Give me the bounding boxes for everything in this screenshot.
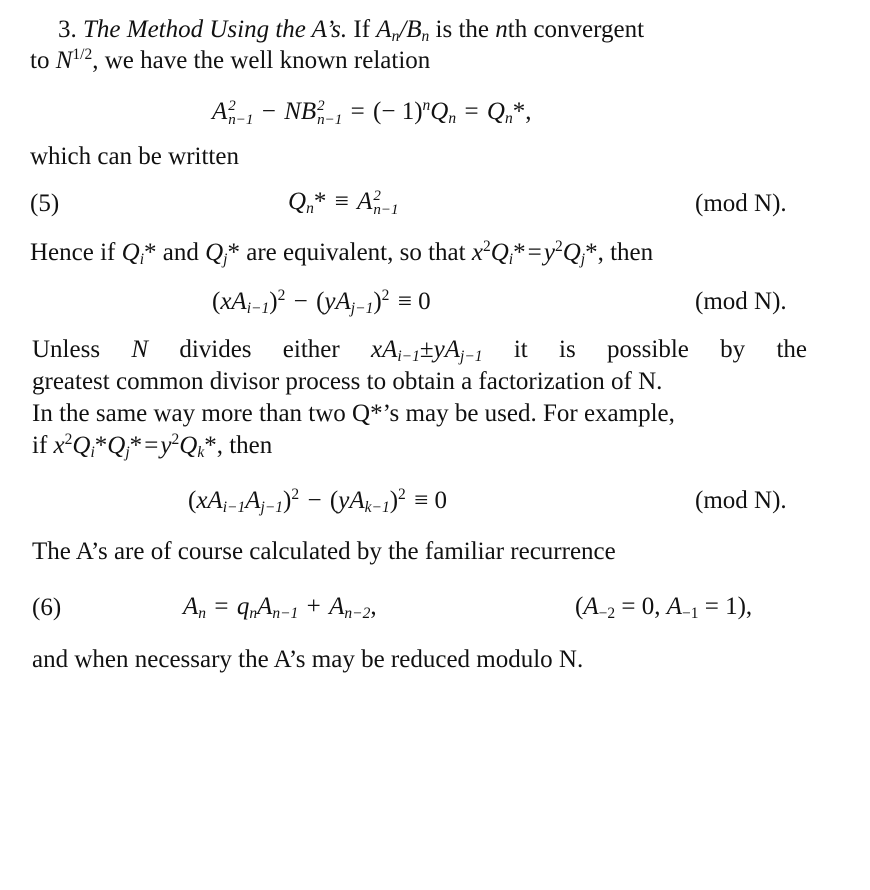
equation-display: $Q_n*$ ≡ A 2 n−1 bbox=[288, 188, 399, 219]
equation-condition: ($A_{-2} = 0$, $A_{-1} = 1$), bbox=[575, 593, 753, 623]
math-inline: $A_n/B_n$ bbox=[376, 16, 430, 46]
equation-label: (5) bbox=[30, 190, 60, 217]
equation-mod: (mod N). bbox=[695, 288, 787, 315]
section-title: The Method Using the A’s. bbox=[83, 16, 348, 43]
math-inline: n bbox=[495, 16, 508, 43]
text-fragment: Hence if bbox=[30, 239, 116, 266]
equation-display: $(xA_{i-1}A_{j-1})^2$ − $(yA_{k-1})^2$ ≡ 0 bbox=[188, 486, 447, 517]
equation-display: $(xA_{i-1})^2$ − $(yA_{j-1})^2$ ≡ 0 bbox=[212, 287, 431, 318]
math-inline: x bbox=[471, 239, 483, 266]
equation-display: $A_n$ = $q_nA_{n-1}$ + $A_{n-2}$, bbox=[183, 593, 377, 623]
text-fragment: th convergent bbox=[507, 16, 645, 43]
text-fragment: are equivalent, so that bbox=[246, 239, 466, 266]
section-number: 3. bbox=[58, 16, 77, 43]
paragraph-line: Hence if $Q_i*$ and $Q_j*$ are equivalent, so that $x^2Q_i*$ = $y^2Q_j*$, then bbox=[30, 238, 654, 269]
paragraph-line: Unless N divides either $xA_{i-1}\pm yA_{j-1}$ it is possible by the bbox=[32, 336, 807, 366]
text-fragment: , then bbox=[216, 432, 273, 459]
text-fragment: , then bbox=[597, 239, 654, 266]
text-fragment: it is possible by the bbox=[513, 336, 807, 363]
paragraph-line bbox=[30, 45, 430, 77]
text-fragment: Unless bbox=[32, 336, 101, 363]
paragraph-line: which can be written bbox=[30, 143, 239, 170]
paragraph-line: The A’s are of course calculated by the familiar recurrence bbox=[32, 538, 616, 565]
text-fragment: and bbox=[162, 239, 199, 266]
equation-label: (6) bbox=[32, 594, 62, 621]
text-fragment: if bbox=[32, 432, 48, 459]
equation-mod: (mod N). bbox=[695, 190, 787, 217]
paragraph-line: In the same way more than two Q*’s may be used. For example, bbox=[32, 400, 675, 427]
text-fragment: , we have the well known relation bbox=[92, 47, 431, 74]
paragraph-line: if $x^2Q_i*Q_j*$ = $y^2Q_k*$, then bbox=[32, 431, 273, 462]
text-fragment: to bbox=[30, 47, 50, 74]
text-fragment: divides either bbox=[179, 336, 340, 363]
text-fragment: If bbox=[353, 16, 371, 43]
paragraph-line: greatest common divisor process to obtain a factorization of N. bbox=[32, 368, 663, 395]
math-inline: $Q_j$ bbox=[205, 239, 228, 269]
equation-display: A 2 n−1 − NB 2 n−1 = (− $1)^nQ_n$ = $Q_n*$, bbox=[212, 97, 532, 129]
section-heading-line bbox=[58, 14, 644, 46]
math-inline: 1/2 bbox=[72, 46, 93, 64]
equation-mod: (mod N). bbox=[695, 487, 787, 514]
math-inline: N bbox=[55, 47, 73, 74]
math-inline: $Q_i$ bbox=[121, 239, 144, 269]
text-fragment: is the bbox=[435, 16, 489, 43]
paragraph-line: and when necessary the A’s may be reduced modulo N. bbox=[32, 646, 584, 673]
